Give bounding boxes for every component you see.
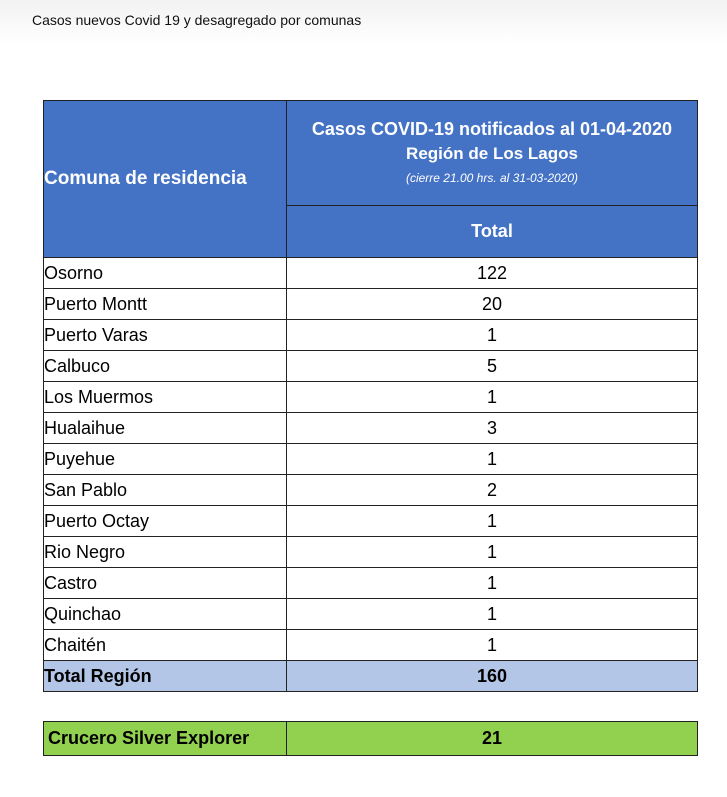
comuna-column-header: Comuna de residencia [44,101,287,258]
table-row [44,506,698,537]
table-row [44,413,698,444]
table-row [44,475,698,506]
cases-table [43,100,698,692]
comuna-cell: Chaitén [44,630,287,661]
comuna-cell: San Pablo [44,475,287,506]
comuna-cell: Calbuco [44,351,287,382]
cases-column-header [287,101,698,206]
total-cell: 122 [287,258,698,289]
table-row [44,351,698,382]
comuna-cell: Rio Negro [44,537,287,568]
total-cell: 1 [287,630,698,661]
total-cell: 1 [287,320,698,351]
cruise-label: Crucero Silver Explorer [44,722,287,756]
table-row [44,537,698,568]
cases-header-region: Región de Los Lagos [406,144,578,163]
comuna-cell: Puyehue [44,444,287,475]
cruise-value: 21 [287,722,698,756]
total-cell: 1 [287,506,698,537]
table-row [44,599,698,630]
total-region-label: Total Región [44,661,287,692]
total-column-header: Total [287,206,698,258]
total-cell: 3 [287,413,698,444]
comuna-cell: Hualaihue [44,413,287,444]
table-row [44,289,698,320]
comuna-cell: Puerto Varas [44,320,287,351]
cruise-row [44,722,698,756]
comuna-cell: Puerto Octay [44,506,287,537]
total-region-row [44,661,698,692]
table-row [44,444,698,475]
comuna-cell: Castro [44,568,287,599]
cases-header-note: (cierre 21.00 hrs. al 31-03-2020) [405,171,579,185]
table-row [44,320,698,351]
table-row [44,258,698,289]
table-row [44,382,698,413]
total-cell: 20 [287,289,698,320]
total-cell: 1 [287,444,698,475]
comuna-cell: Quinchao [44,599,287,630]
total-cell: 2 [287,475,698,506]
cases-header-title: Casos COVID-19 notificados al 01-04-2020 [311,119,673,139]
total-cell: 5 [287,351,698,382]
comuna-cell: Los Muermos [44,382,287,413]
table-row [44,630,698,661]
cruise-table [43,721,698,756]
comuna-cell: Osorno [44,258,287,289]
page-heading: Casos nuevos Covid 19 y desagregado por comunas [32,12,362,28]
total-cell: 1 [287,568,698,599]
total-cell: 1 [287,537,698,568]
table-row [44,568,698,599]
comuna-cell: Puerto Montt [44,289,287,320]
total-region-value: 160 [287,661,698,692]
total-cell: 1 [287,382,698,413]
total-cell: 1 [287,599,698,630]
